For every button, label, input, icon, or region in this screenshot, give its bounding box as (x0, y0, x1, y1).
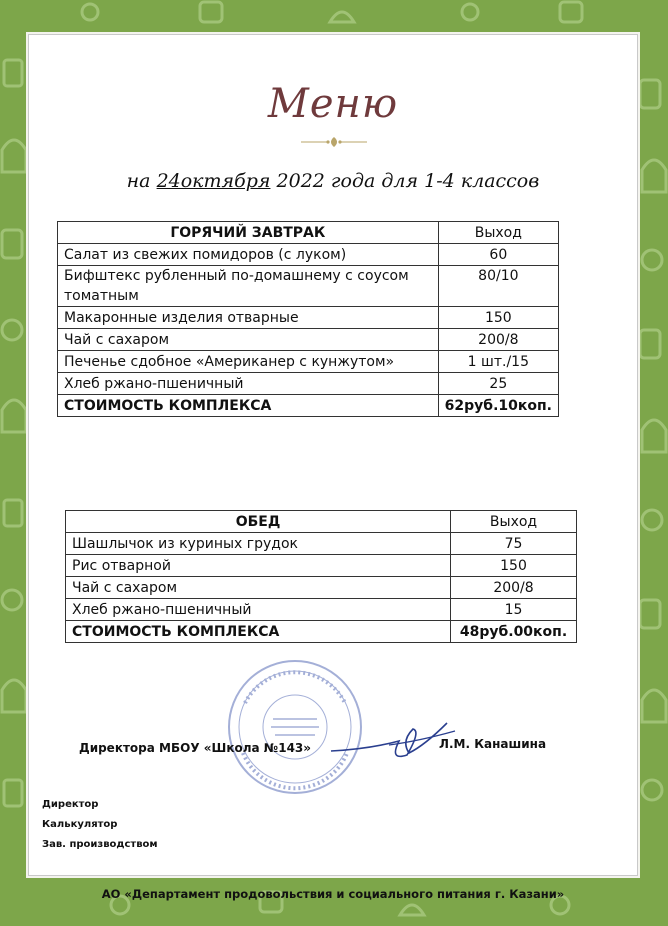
role-director: Директор (42, 799, 99, 810)
dish-output: 80/10 (438, 266, 558, 307)
dish-output: 15 (451, 599, 577, 621)
table-row (58, 307, 559, 329)
dish-name: Чай с сахаром (66, 577, 451, 599)
total-label: СТОИМОСТЬ КОМПЛЕКСА (66, 621, 451, 643)
signer-name: Л.М. Канашина (439, 737, 547, 751)
table-row (58, 266, 559, 307)
table-row (58, 351, 559, 373)
dish-output: 200/8 (451, 577, 577, 599)
output-heading: Выход (451, 511, 577, 533)
dish-name: Рис отварной (66, 555, 451, 577)
dish-name: Печенье сдобное «Американер с кунжутом» (58, 351, 439, 373)
role-calculator: Калькулятор (42, 819, 118, 830)
dish-output: 150 (451, 555, 577, 577)
table-row (66, 599, 577, 621)
dish-name: Хлеб ржано-пшеничный (58, 373, 439, 395)
dish-name: Бифштекс рубленный по-домашнему с соусом томатным (58, 266, 439, 307)
dish-output: 1 шт./15 (438, 351, 558, 373)
output-heading: Выход (438, 222, 558, 244)
ornament-divider (299, 135, 369, 149)
total-row (66, 621, 577, 643)
dish-output: 150 (438, 307, 558, 329)
dish-name: Макаронные изделия отварные (58, 307, 439, 329)
table-row (66, 577, 577, 599)
menu-date: 24октября (156, 170, 271, 192)
total-value: 48руб.00коп. (451, 621, 577, 643)
table-row (58, 244, 559, 266)
subtitle-rest: 2022 года для 1-4 классов (276, 170, 540, 192)
total-row (58, 395, 559, 417)
lunch-heading: ОБЕД (66, 511, 451, 533)
table-row (58, 329, 559, 351)
subtitle-prefix: на (126, 170, 151, 192)
footer-organization: АО «Департамент продовольствия и социального питания г. Казани» (101, 887, 565, 901)
table-row (66, 533, 577, 555)
table-row (58, 373, 559, 395)
page-title: Меню (267, 81, 399, 127)
breakfast-table (57, 221, 559, 417)
dish-output: 75 (451, 533, 577, 555)
director-line: Директора МБОУ «Школа №143» (79, 741, 312, 755)
roles-list (42, 795, 158, 855)
dish-name: Хлеб ржано-пшеничный (66, 599, 451, 621)
table-header-row (58, 222, 559, 244)
role-production-head: Зав. производством (42, 839, 158, 850)
dish-output: 25 (438, 373, 558, 395)
total-label: СТОИМОСТЬ КОМПЛЕКСА (58, 395, 439, 417)
breakfast-heading: ГОРЯЧИЙ ЗАВТРАК (58, 222, 439, 244)
dish-output: 200/8 (438, 329, 558, 351)
dish-name: Шашлычок из куриных грудок (66, 533, 451, 555)
dish-name: Салат из свежих помидоров (с луком) (58, 244, 439, 266)
total-value: 62руб.10коп. (438, 395, 558, 417)
menu-date-line (29, 170, 637, 192)
lunch-table (65, 510, 577, 643)
dish-output: 60 (438, 244, 558, 266)
table-header-row (66, 511, 577, 533)
dish-name: Чай с сахаром (58, 329, 439, 351)
table-row (66, 555, 577, 577)
menu-sheet (28, 34, 638, 901)
